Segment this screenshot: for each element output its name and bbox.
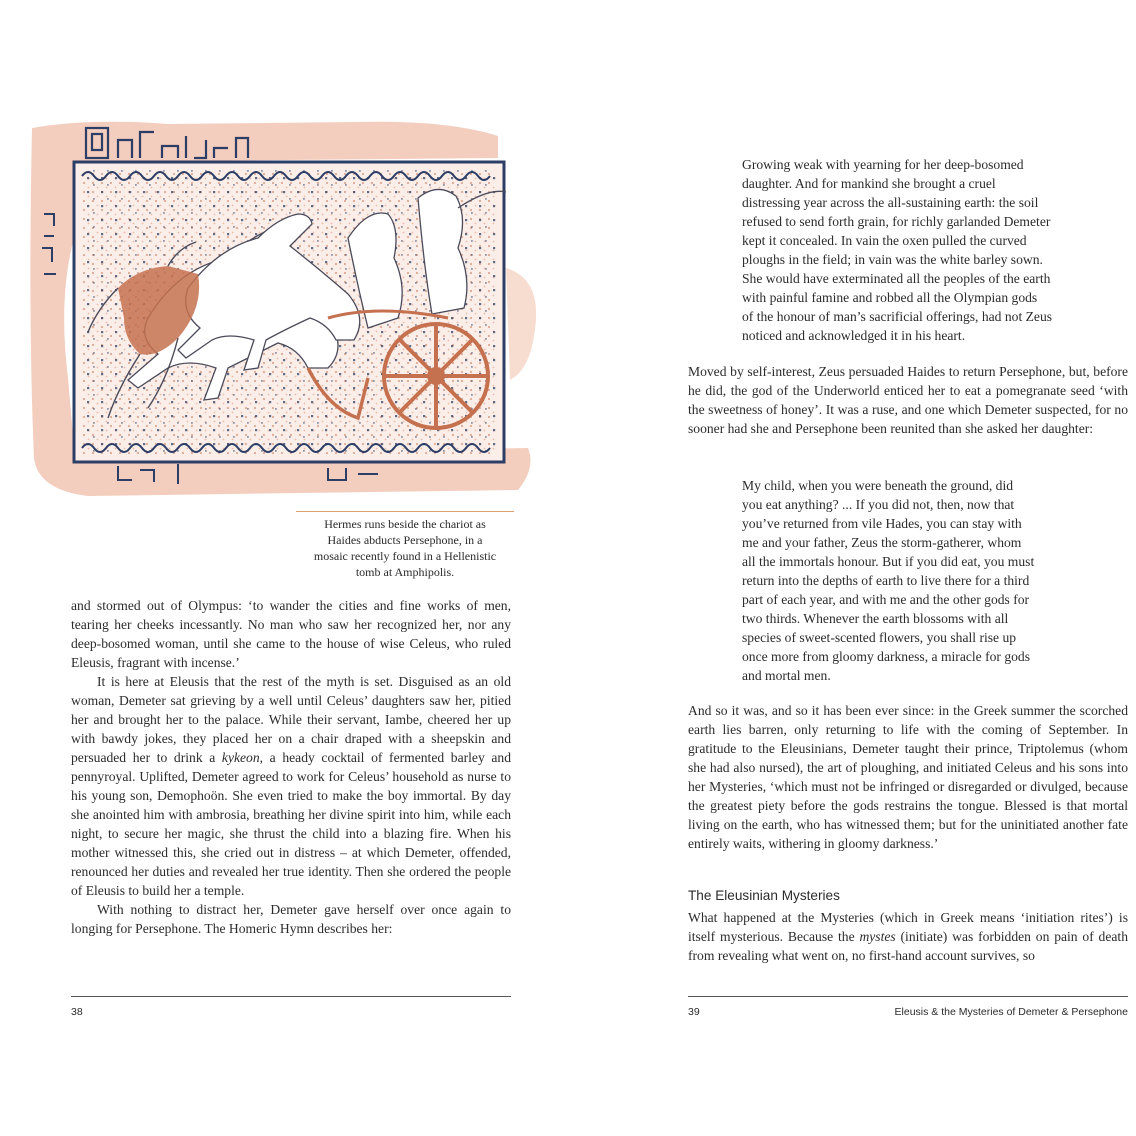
quote-line: with painful famine and robbed all the Olympian gods [742,290,1038,305]
quote-line: She would have exterminated all the peoples of the earth [742,271,1051,286]
quote-line: kept it concealed. In vain the oxen pulled the curved [742,233,1027,248]
footer-rule-left [71,996,511,997]
left-body-text [71,596,511,938]
quote-line: and mortal men. [742,668,831,683]
quote-line: two thirds. Whenever the earth blossoms with all [742,611,1009,626]
block-quote-1 [742,155,1100,345]
quote-line: part of each year, and with me and the other gods for [742,592,1030,607]
italic-term-kykeon: kykeon [221,750,260,765]
italic-term-mystes: mystes [859,929,896,944]
quote-line: of the honour of man’s sacrificial offerings, had not Zeus [742,309,1053,324]
quote-line: me and your father, Zeus the storm-gatherer, whom [742,535,1022,550]
mosaic-illustration [28,118,540,500]
quote-line: My child, when you were beneath the ground, did [742,478,1014,493]
text-run: , a heady cocktail of fermented barley and pennyroyal. Uplifted, Demeter agreed to work for Celeus’ household as nurse to his young son, Demophoön. She even tried to make the boy immortal. By day she anointed him with ambrosia, breathing her divine spirit into him, while each night, to secure her magic, she thrust the child into a blazing fire. When his mother witnessed this, she cried out in distress – at which Demeter, offended, renounced her duties and revealed her true identity. Then she ordered the people of Eleusis to build her a temple. [71,750,511,898]
quote-line: distressing year across the all-sustaining earth: the soil [742,195,1039,210]
quote-line: noticed and acknowledged it in his heart. [742,328,966,343]
section-heading: The Eleusinian Mysteries [688,888,840,903]
text-run: (initiate) was forbidden on pain of death from revealing what went on, no first-hand account survives, so [688,929,1128,963]
body-paragraph: Moved by self-interest, Zeus persuaded Haides to return Persephone, but, before he did, the god of the Underworld enticed her to eat a pomegranate seed ‘with the sweetness of honey’. It was a ruse, and one which Demeter suspected, for no sooner had she and Persephone been reunited than she asked her daughter: [688,364,1128,436]
quote-line: Growing weak with yearning for her deep-bosomed [742,157,1024,172]
footer-rule-right [688,996,1128,997]
quote-line: return into the depths of earth to live there for a third [742,573,1030,588]
figure-caption: Hermes runs beside the chariot as Haides abducts Persephone, in a mosaic recently found in a Hellenistic tomb at Amphipolis. [296,511,514,580]
body-paragraph: With nothing to distract her, Demeter gave herself over once again to longing for Persephone. The Homeric Hymn describes her: [71,902,511,936]
text-run: It is here at Eleusis that the rest of the myth is set. Disguised as an old woman, Demeter sat grieving by a well until Celeus’ daughters saw her, pitied her and brought her to the palace. While their servant, Iambe, cheered her up with bawdy jokes, they placed her on a chair draped with a sheepskin and persuaded her to drink a [71,674,511,765]
quote-line: species of sweet-scented flowers, you shall rise up [742,630,1017,645]
block-quote-2 [742,476,1100,685]
body-paragraph [71,672,511,900]
quote-line: once more from gloomy darkness, a miracle for gods [742,649,1031,664]
page-number-left: 38 [71,1006,83,1018]
text-run: What happened at the Mysteries (which in Greek means ‘initiation rites’) is itself mysterious. Because the [688,910,1128,944]
quote-line: all the immortals honour. But if you did eat, you must [742,554,1035,569]
body-paragraph [688,908,1128,965]
body-paragraph: And so it was, and so it has been ever since: in the Greek summer the scorched earth lies barren, only returning to life with the coming of September. In gratitude to the Eleusinians, Demeter taught their prince, Triptolemus (whom she had also nursed), the art of ploughing, and initiated Celeus and his sons into her Mysteries, ‘which must not be infringed or disregarded or divulged, because the greatest piety before the gods restrains the tongue. Blessed is that mortal living on the earth, who has witnessed them; but for the uninitiated another fate entirely waits, withering in gloomy darkness.’ [688,703,1128,851]
quote-line: refused to send forth grain, for richly garlanded Demeter [742,214,1051,229]
quote-line: ploughs in the field; in vain was the white barley sown. [742,252,1043,267]
body-paragraph: and stormed out of Olympus: ‘to wander the cities and fine works of men, tearing her cheeks incessantly. No man who saw her recognized her, nor any deep-bosomed woman, until she came to the house of wise Celeus, who ruled Eleusis, fragrant with incense.’ [71,598,511,670]
page-number-right: 39 [688,1006,700,1018]
quote-line: you’ve returned from vile Hades, you can stay with [742,516,1022,531]
running-head: Eleusis & the Mysteries of Demeter & Persephone [894,1006,1128,1018]
quote-line: you eat anything? ... If you did not, then, now that [742,497,1015,512]
quote-line: daughter. And for mankind she brought a cruel [742,176,996,191]
